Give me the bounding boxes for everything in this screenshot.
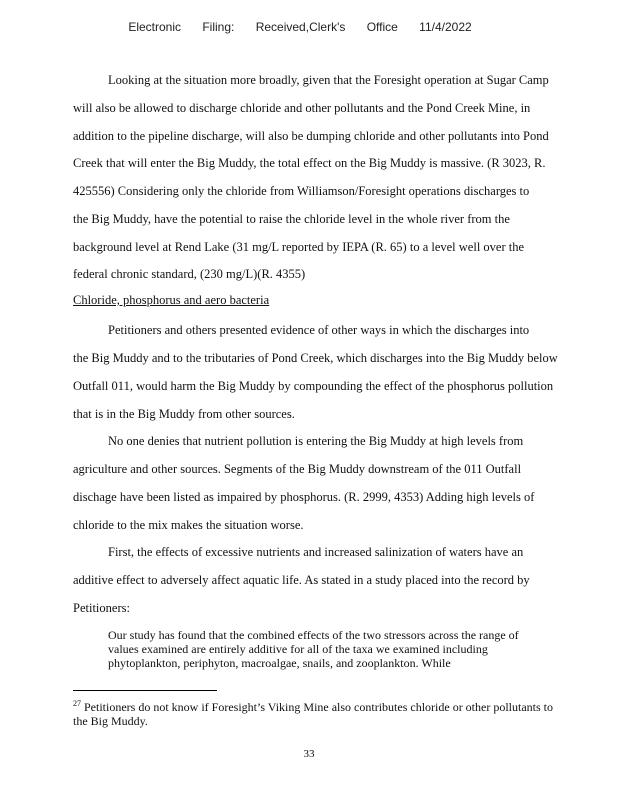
paragraph-line: addition to the pipeline discharge, will also be dumping chloride and other pollutants into Pond bbox=[73, 129, 549, 143]
section-heading: Chloride, phosphorus and aero bacteria bbox=[73, 293, 270, 307]
paragraph-line: Outfall 011, would harm the Big Muddy by compounding the effect of the phosphorus pollution bbox=[73, 379, 554, 393]
paragraph-line: First, the effects of excessive nutrients and increased salinization of waters have an bbox=[108, 545, 524, 559]
paragraph-line: dischage have been listed as impaired by phosphorus. (R. 2999, 4353) Adding high levels of bbox=[73, 490, 535, 504]
page-number: 33 bbox=[303, 748, 315, 760]
paragraph-line: Petitioners: bbox=[73, 601, 130, 615]
paragraph-line: federal chronic standard, (230 mg/L)(R. 4355) bbox=[73, 267, 306, 281]
paragraph-line: agriculture and other sources. Segments of the Big Muddy downstream of the 011 Outfall bbox=[73, 462, 522, 476]
footnote-number: 27 bbox=[73, 699, 81, 708]
paragraph-line: Petitioners and others presented evidence of other ways in which the discharges into bbox=[108, 323, 530, 337]
header-received: Received,Clerk's bbox=[255, 20, 346, 34]
paragraph-line: will also be allowed to discharge chloride and other pollutants and the Pond Creek Mine, in bbox=[73, 101, 531, 115]
paragraph-line: chloride to the mix makes the situation worse. bbox=[73, 518, 304, 532]
header-office: Office bbox=[366, 20, 398, 34]
paragraph-line: that is in the Big Muddy from other sources. bbox=[73, 407, 295, 421]
paragraph-line: 425556) Considering only the chloride from Williamson/Foresight operations discharges to bbox=[73, 184, 530, 198]
paragraph-line: Creek that will enter the Big Muddy, the total effect on the Big Muddy is massive. (R 3023, R. bbox=[73, 156, 546, 170]
footnote-divider bbox=[73, 690, 217, 691]
filing-header bbox=[0, 20, 618, 34]
paragraph-line: background level at Rend Lake (31 mg/L reported by IEPA (R. 65) to a level well over the bbox=[73, 240, 525, 254]
footnote-text: Petitioners do not know if Foresight’s Viking Mine also contributes chloride or other pollutants to the Big Muddy. bbox=[73, 700, 554, 728]
header-date: 11/4/2022 bbox=[419, 20, 472, 34]
paragraph-line: Looking at the situation more broadly, given that the Foresight operation at Sugar Camp bbox=[108, 73, 549, 87]
footnote bbox=[73, 697, 553, 728]
paragraph-line: the Big Muddy and to the tributaries of Pond Creek, which discharges into the Big Muddy below bbox=[73, 351, 558, 365]
paragraph-line: additive effect to adversely affect aquatic life. As stated in a study placed into the record by bbox=[73, 573, 530, 587]
paragraph-line: No one denies that nutrient pollution is entering the Big Muddy at high levels from bbox=[108, 434, 524, 448]
header-electronic: Electronic bbox=[128, 20, 181, 34]
paragraph-line: the Big Muddy, have the potential to raise the chloride level in the whole river from the bbox=[73, 212, 510, 226]
header-filing: Filing: bbox=[202, 20, 235, 34]
block-quote: Our study has found that the combined effects of the two stressors across the range of values examined are entirely additive for all of the taxa we examined including phytoplankton, periphyton, macroalgae, snails, and zooplankton. While bbox=[108, 628, 519, 670]
